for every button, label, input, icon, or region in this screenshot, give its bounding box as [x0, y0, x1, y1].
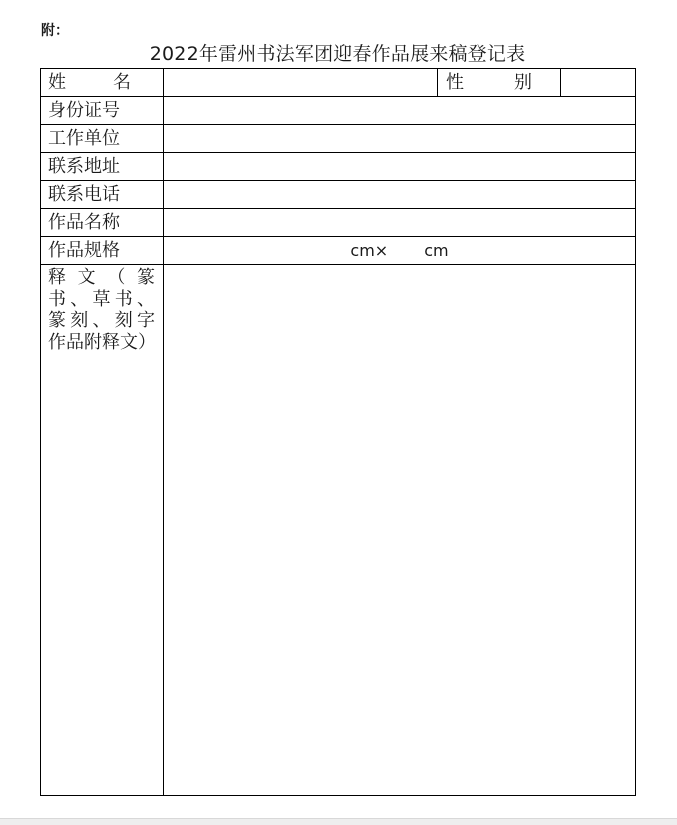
registration-form-table: [40, 68, 636, 796]
name-label-char-2: 名: [113, 71, 131, 93]
size-unit-width: cm×: [350, 240, 389, 260]
gender-label-char-1: 性: [446, 71, 464, 93]
name-label: [41, 69, 164, 97]
workplace-field[interactable]: [164, 125, 636, 153]
gender-label-char-2: 别: [514, 71, 532, 93]
id-number-label: 身份证号: [41, 97, 164, 125]
row-id-number: [41, 97, 636, 125]
work-title-field[interactable]: [164, 209, 636, 237]
name-field[interactable]: [164, 69, 438, 97]
row-work-size: [41, 237, 636, 265]
address-field[interactable]: [164, 153, 636, 181]
work-size-label: 作品规格: [41, 237, 164, 265]
transcription-label: 释文（篆书、草书、篆刻、刻字作品附释文）: [48, 267, 156, 353]
row-name: [41, 69, 636, 97]
row-address: [41, 153, 636, 181]
address-label: 联系地址: [41, 153, 164, 181]
id-number-field[interactable]: [164, 97, 636, 125]
page-bottom-edge: [0, 818, 677, 825]
work-title-label: 作品名称: [41, 209, 164, 237]
gender-label: [438, 69, 561, 97]
name-label-char-1: 姓: [48, 71, 66, 93]
attachment-label: 附：: [41, 23, 69, 39]
work-size-field[interactable]: [164, 237, 636, 265]
row-workplace: [41, 125, 636, 153]
phone-field[interactable]: [164, 181, 636, 209]
row-phone: [41, 181, 636, 209]
transcription-label-cell: [41, 265, 164, 796]
row-transcription: [41, 265, 636, 796]
gender-field[interactable]: [561, 69, 636, 97]
workplace-label: 工作单位: [41, 125, 164, 153]
phone-label: 联系电话: [41, 181, 164, 209]
size-unit-height: cm: [424, 240, 449, 260]
transcription-field[interactable]: [164, 265, 636, 796]
document-title: 2022年雷州书法军团迎春作品展来稿登记表: [149, 43, 526, 65]
row-work-title: [41, 209, 636, 237]
